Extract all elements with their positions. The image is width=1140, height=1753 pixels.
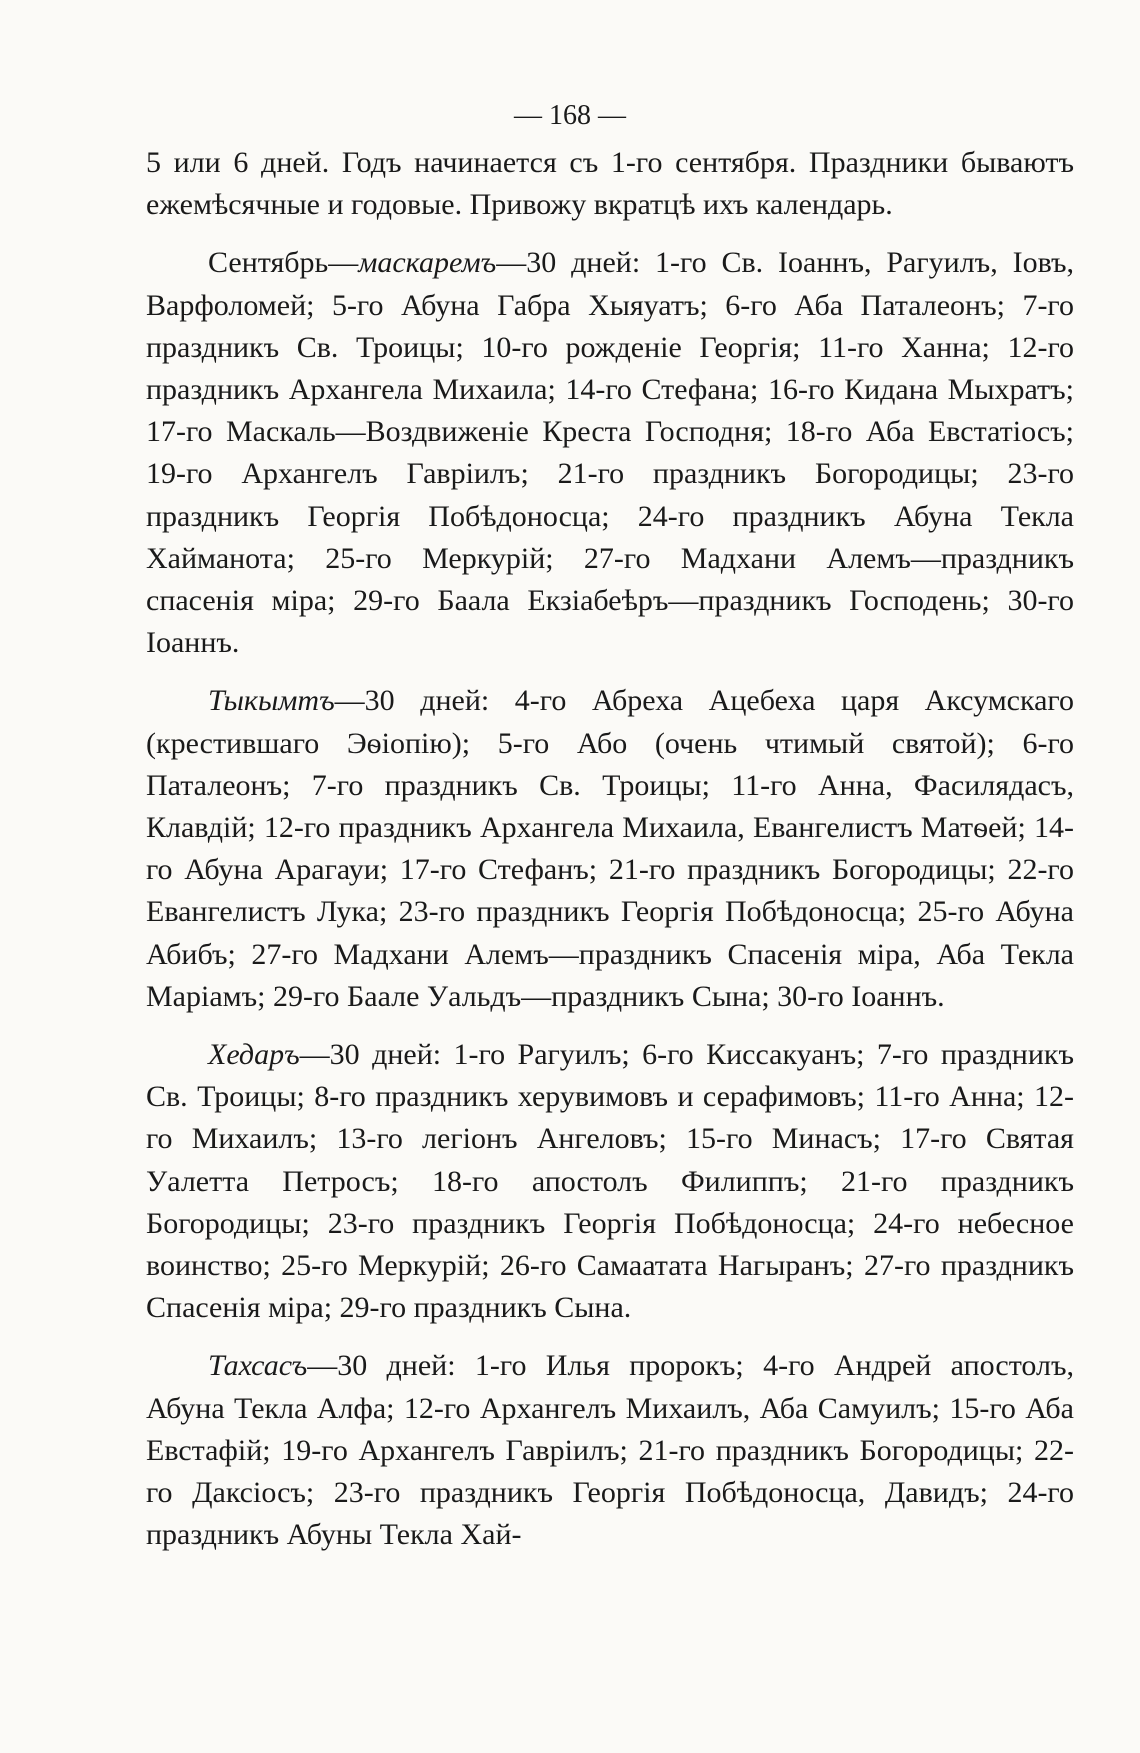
paragraph-tahsas (146, 1345, 1074, 1556)
paragraph-text: —30 дней: 1-го Илья пророкъ; 4-го Андрей апостолъ, Абуна Текла Алфа; 12-го Архангелъ Михаилъ, Аба Самуилъ; 15-го Аба Евстафій; 19-го Архангелъ Гавріилъ; 21-го праздникъ Богородицы; 22-го Даксіосъ; 23-го праздникъ Георгія Побѣдоносца, Давидъ; 24-го праздникъ Абуны Текла Хай- (146, 1349, 1074, 1552)
month-name: маскаремъ (358, 246, 497, 280)
month-label: Сентябрь— (208, 246, 359, 280)
paragraph-september (146, 242, 1074, 664)
page-number: — 168 — (514, 100, 626, 131)
body-text (146, 142, 1074, 1573)
month-name: Тахсасъ (208, 1349, 308, 1383)
paragraph-text: 5 или 6 дней. Годъ начинается съ 1-го сентября. Праздники бываютъ ежемѣсячные и годовые. Привожу вкратцѣ ихъ календарь. (146, 146, 1074, 222)
paragraph-tykymt (146, 680, 1074, 1018)
month-name: Хедаръ (208, 1038, 300, 1072)
paragraph-text: —30 дней: 4-го Абреха Ацебеха царя Аксумскаго (крестившаго Эѳіопію); 5-го Або (очень чтимый святой); 6-го Паталеонъ; 7-го праздникъ Св. Троицы; 11-го Анна, Фасилядасъ, Клавдій; 12-го праздникъ Архангела Михаила, Евангелистъ Матѳей; 14-го Абуна Арагауи; 17-го Стефанъ; 21-го праздникъ Богородицы; 22-го Евангелистъ Лука; 23-го праздникъ Георгія Побѣдоносца; 25-го Абуна Абибъ; 27-го Мадхани Алемъ—праздникъ Спасенія міра, Аба Текла Маріамъ; 29-го Баале Уальдъ—праздникъ Сына; 30-го Іоаннъ. (146, 684, 1074, 1013)
paragraph-text: —30 дней: 1-го Рагуилъ; 6-го Киссакуанъ; 7-го праздникъ Св. Троицы; 8-го праздникъ херувимовъ и серафимовъ; 11-го Анна; 12-го Михаилъ; 13-го легіонъ Ангеловъ; 15-го Минасъ; 17-го Святая Уалетта Петросъ; 18-го апостолъ Филиппъ; 21-го праздникъ Богородицы; 23-го праздникъ Георгія Побѣдоносца; 24-го небесное воинство; 25-го Меркурій; 26-го Самаатата Нагыранъ; 27-го праздникъ Спасенія міра; 29-го праздникъ Сына. (146, 1038, 1074, 1325)
paragraph-text: —30 дней: 1-го Св. Іоаннъ, Рагуилъ, Іовъ, Варфоломей; 5-го Абуна Габра Хыяуатъ; 6-го Аба Паталеонъ; 7-го праздникъ Св. Троицы; 10-го рожденіе Георгія; 11-го Ханна; 12-го праздникъ Архангела Михаила; 14-го Стефана; 16-го Кидана Мыхратъ; 17-го Маскаль—Воздвиженіе Креста Господня; 18-го Аба Евстатіосъ; 19-го Архангелъ Гавріилъ; 21-го праздникъ Богородицы; 23-го праздникъ Георгія Побѣдоносца; 24-го праздникъ Абуна Текла Хайманота; 25-го Меркурій; 27-го Мадхани Алемъ—праздникъ спасенія міра; 29-го Баала Екзіабеѣръ—праздникъ Господень; 30-го Іоаннъ. (146, 246, 1074, 660)
paragraph-hedar (146, 1034, 1074, 1329)
month-name: Тыкымтъ (208, 684, 335, 718)
paragraph-intro (146, 142, 1074, 226)
